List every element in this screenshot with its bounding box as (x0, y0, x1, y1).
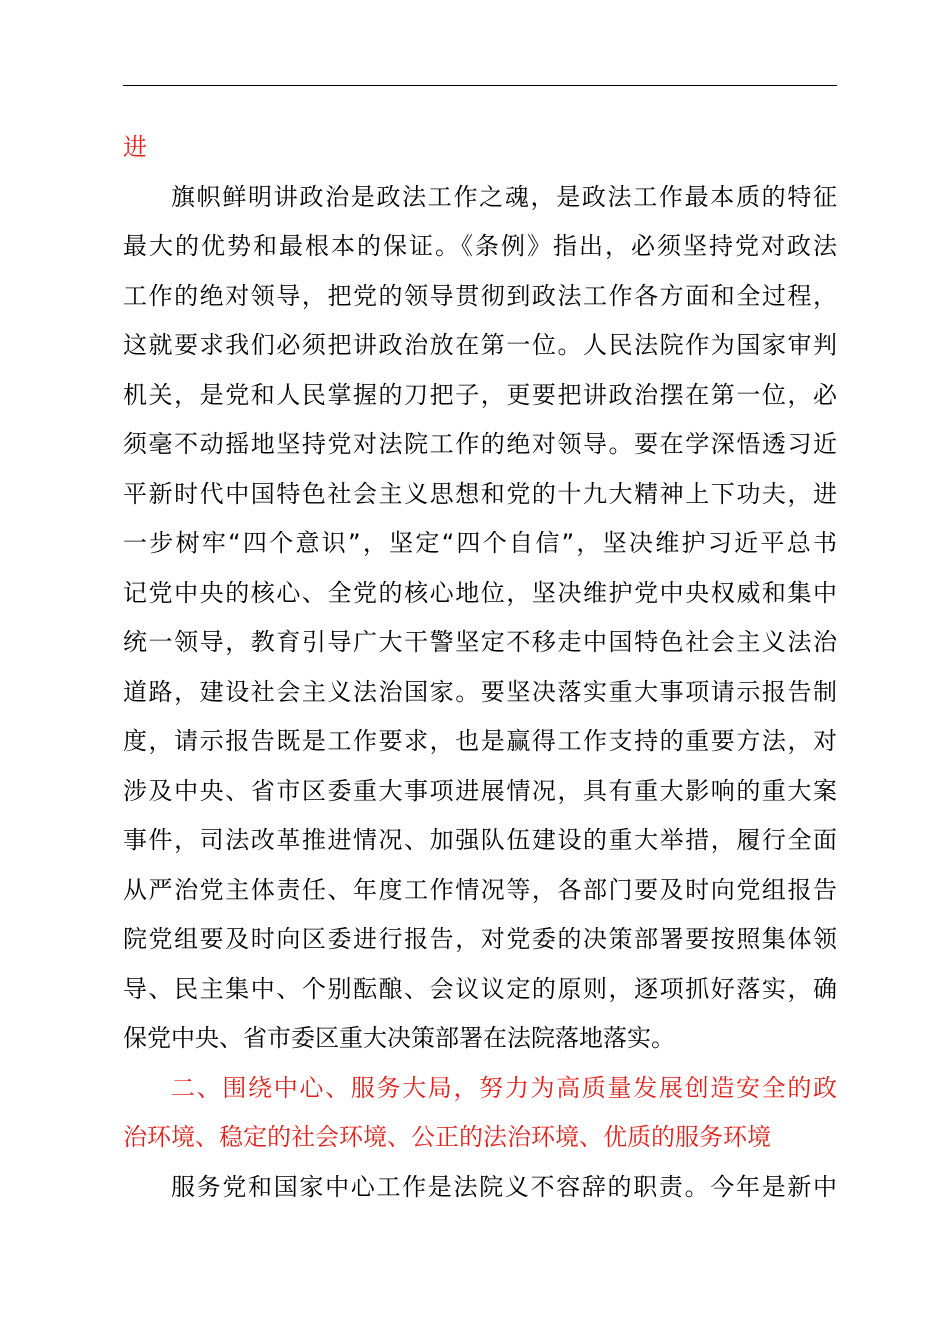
paragraph-line: 须毫不动摇地坚持党对法院工作的绝对领导。要在学深悟透习近 (123, 430, 837, 458)
paragraph-line: 旗帜鲜明讲政治是政法工作之魂，是政法工作最本质的特征 (171, 182, 837, 211)
heading-line: 治环境、稳定的社会环境、公正的法治环境、优质的服务环境 (123, 1123, 771, 1151)
header-rule (123, 85, 837, 86)
heading-line: 二、围绕中心、服务大局，努力为高质量发展创造安全的政 (171, 1073, 837, 1102)
paragraph-line: 统一领导，教育引导广大干警坚定不移走中国特色社会主义法治 (123, 628, 837, 656)
paragraph-line: 度，请示报告既是工作要求，也是赢得工作支持的重要方法，对 (123, 727, 837, 755)
paragraph-line: 平新时代中国特色社会主义思想和党的十九大精神上下功夫，进 (123, 479, 837, 508)
section-heading-2 (123, 1064, 837, 1163)
paragraph-line: 机关，是党和人民掌握的刀把子，更要把讲政治摆在第一位，必 (123, 380, 837, 409)
paragraph-line: 服务党和国家中心工作是法院义不容辞的职责。今年是新中 (171, 1172, 837, 1201)
paragraph-line: 事件，司法改革推进情况、加强队伍建设的重大举措，履行全面 (123, 826, 837, 854)
paragraph-line: 道路，建设社会主义法治国家。要坚决落实重大事项请示报告制 (123, 677, 837, 706)
paragraph-line: 记党中央的核心、全党的核心地位，坚决维护党中央权威和集中 (123, 578, 837, 607)
paragraph-line: 工作的绝对领导，把党的领导贯彻到政法工作各方面和全过程， (123, 281, 837, 310)
paragraph-line: 保党中央、省市委区重大决策部署在法院落地落实。 (123, 1024, 675, 1052)
paragraph-line: 最大的优势和最根本的保证。《条例》指出，必须坚持党对政法 (123, 232, 837, 260)
paragraph-line: 一步树牢“四个意识”，坚定“四个自信”，坚决维护习近平总书 (123, 529, 837, 557)
paragraph-line: 院党组要及时向区委进行报告，对党委的决策部署要按照集体领 (123, 925, 837, 953)
paragraph-line: 导、民主集中、个别酝酿、会议议定的原则，逐项抓好落实，确 (123, 974, 837, 1003)
paragraph-1 (123, 173, 837, 1064)
paragraph-2 (123, 1163, 837, 1213)
paragraph-line: 涉及中央、省市区委重大事项进展情况，具有重大影响的重大案 (123, 776, 837, 805)
paragraph-line: 这就要求我们必须把讲政治放在第一位。人民法院作为国家审判 (123, 331, 837, 359)
paragraph-line: 从严治党主体责任、年度工作情况等，各部门要及时向党组报告 (123, 875, 837, 904)
heading-continuation: 进 (123, 133, 147, 161)
document-body (123, 123, 837, 1212)
